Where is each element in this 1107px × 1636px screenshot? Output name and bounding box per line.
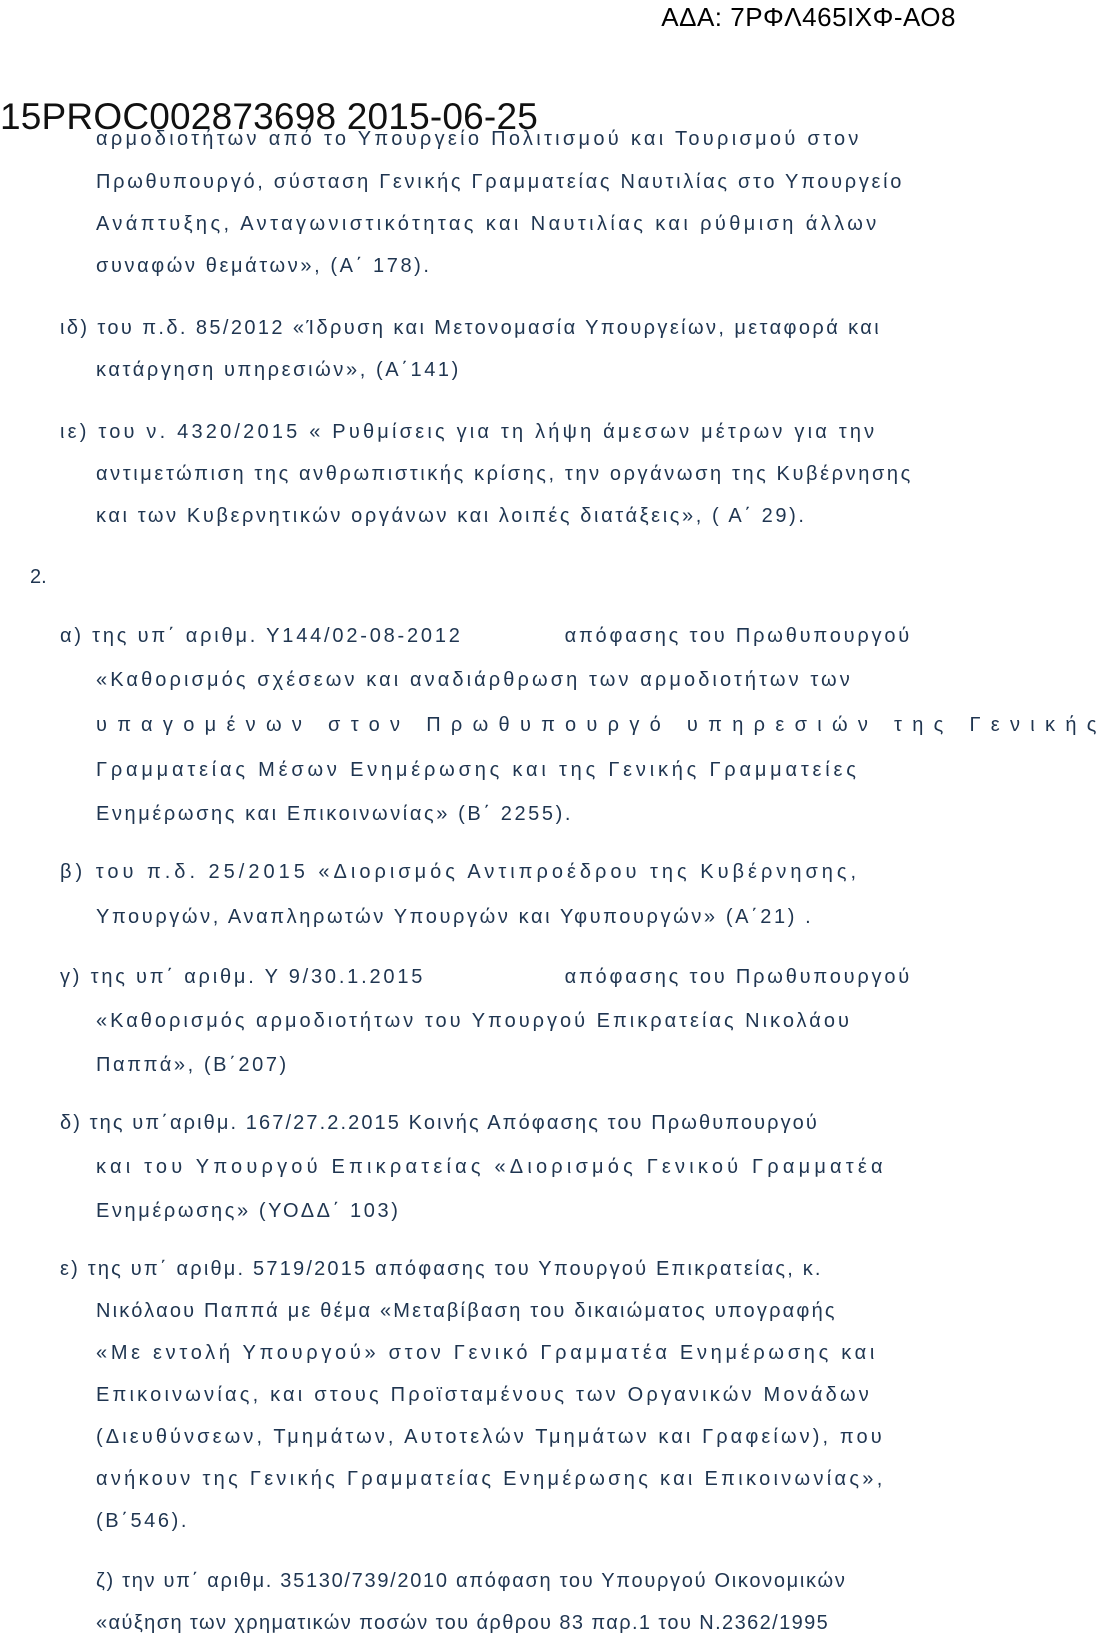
text-line: Γραμματείας Μέσων Ενημέρωσης και της Γενικής Γραμματείες: [96, 759, 860, 781]
text-segment: α) της υπ΄ αριθμ. Υ144/02-08-2012: [60, 625, 463, 647]
text-segment: γ) της υπ΄ αριθμ. Υ 9/30.1.2015: [60, 966, 426, 988]
text-line: (Διευθύνσεων, Τμημάτων, Αυτοτελών Τμημάτων και Γραφείων), που: [96, 1426, 885, 1448]
text-line: Ανάπτυξης, Ανταγωνιστικότητας και Ναυτιλίας και ρύθμιση άλλων: [96, 213, 880, 235]
text-line: κατάργηση υπηρεσιών», (Α΄141): [96, 359, 461, 381]
text-line: (Β΄546).: [96, 1510, 190, 1532]
text-line: β) του π.δ. 25/2015 «Διορισμός Αντιπροέδρου της Κυβέρνησης,: [60, 861, 861, 883]
text-line: και των Κυβερνητικών οργάνων και λοιπές διατάξεις», ( Α΄ 29).: [96, 505, 807, 527]
text-line: ιδ) του π.δ. 85/2012 «Ίδρυση και Μετονομασία Υπουργείων, μεταφορά και: [60, 317, 882, 339]
text-line: «Καθορισμός αρμοδιοτήτων του Υπουργού Επικρατείας Νικολάου: [96, 1010, 852, 1032]
text-line: ιε) του ν. 4320/2015 « Ρυθμίσεις για τη λήψη άμεσων μέτρων για την: [60, 421, 878, 443]
text-segment: απόφασης του Πρωθυπουργού: [564, 966, 912, 988]
ada-code: ΑΔΑ: 7ΡΦΛ465ΙΧΦ-ΑΟ8: [661, 2, 956, 32]
text-line: «αύξηση των χρηματικών ποσών του άρθρου 83 παρ.1 του Ν.2362/1995: [96, 1612, 830, 1634]
text-line: «Καθορισμός σχέσεων και αναδιάρθρωση των αρμοδιοτήτων των: [96, 669, 853, 691]
text-line: Υπουργών, Αναπληρωτών Υπουργών και Υφυπουργών» (Α΄21) .: [96, 906, 814, 928]
text-line: Πρωθυπουργό, σύσταση Γενικής Γραμματείας Ναυτιλίας στο Υπουργείο: [96, 171, 905, 193]
text-line: Παππά», (Β΄207): [96, 1054, 289, 1076]
text-line: ε) της υπ΄ αριθμ. 5719/2015 απόφασης του Υπουργού Επικρατείας, κ.: [60, 1258, 823, 1280]
text-line: δ) της υπ΄αριθμ. 167/27.2.2015 Κοινής Απόφασης του Πρωθυπουργού: [60, 1112, 819, 1134]
text-line: ζ) την υπ΄ αριθμ. 35130/739/2010 απόφαση του Υπουργού Οικονομικών: [96, 1570, 847, 1592]
text-line: «Με εντολή Υπουργού» στον Γενικό Γραμματέα Ενημέρωσης και: [96, 1342, 879, 1364]
text-line: αντιμετώπιση της ανθρωπιστικής κρίσης, την οργάνωση της Κυβέρνησης: [96, 463, 913, 485]
text-segment: απόφασης του Πρωθυπουργού: [564, 625, 912, 647]
text-line: Ενημέρωσης και Επικοινωνίας» (Β΄ 2255).: [96, 803, 574, 825]
text-line: αρμοδιοτήτων από το Υπουργείο Πολιτισμού και Τουρισμού στον: [96, 128, 862, 150]
text-line: [60, 624, 912, 648]
text-line: συναφών θεμάτων», (Α΄ 178).: [96, 255, 432, 277]
text-line: [60, 965, 912, 989]
protocol-stamp: 15PROC002873698 2015-06-25: [0, 96, 538, 137]
section-number: 2.: [30, 566, 47, 588]
text-line: και του Υπουργού Επικρατείας «Διορισμός Γενικού Γραμματέα: [96, 1156, 887, 1178]
text-line: Επικοινωνίας, και στους Προϊσταμένους των Οργανικών Μονάδων: [96, 1384, 872, 1406]
text-line: Ενημέρωσης» (ΥΟΔΔ΄ 103): [96, 1200, 401, 1222]
text-line: ανήκουν της Γενικής Γραμματείας Ενημέρωσης και Επικοινωνίας»,: [96, 1468, 886, 1490]
text-line: Νικόλαου Παππά με θέμα «Μεταβίβαση του δικαιώματος υπογραφής: [96, 1300, 837, 1322]
text-line: υπαγομένων στον Πρωθυπουργό υπηρεσιών της Γενικής: [96, 714, 1107, 736]
